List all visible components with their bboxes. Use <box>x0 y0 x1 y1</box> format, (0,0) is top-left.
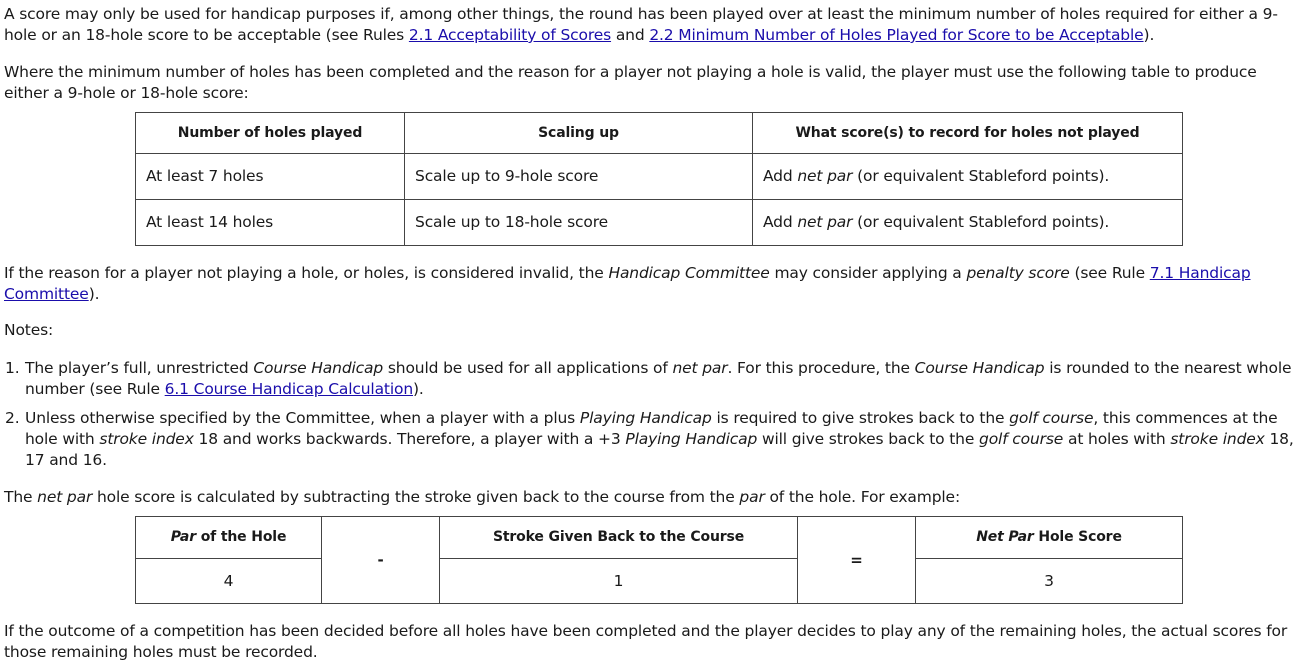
note-text: . For this procedure, the <box>727 359 915 377</box>
col-header-scaling <box>405 113 753 154</box>
cell-record-rest: (or equivalent Stableford points). <box>852 213 1110 231</box>
rule-6-1-link[interactable]: 6.1 Course Handicap Calculation <box>164 380 414 398</box>
note-text: will give strokes back to the <box>757 430 980 448</box>
table-header-row <box>136 113 1183 154</box>
para3-text: ). <box>88 285 100 303</box>
table-row <box>136 200 1183 246</box>
cell-record-net-par: net par <box>797 213 853 231</box>
col-header-par-em: Par <box>170 529 196 545</box>
col-header-par <box>136 517 322 559</box>
net-par-paragraph <box>4 487 1304 508</box>
notes-list <box>5 358 1305 471</box>
stroke-value: 1 <box>440 559 798 604</box>
note-text: is rounded to the nearest whole number (see Rule <box>25 359 1292 398</box>
note-text: The player’s full, unrestricted <box>25 359 254 377</box>
note-text: 18 and works backwards. Therefore, a player with a +3 <box>193 430 626 448</box>
col-header-net-par-rest: Hole Score <box>1033 529 1122 545</box>
col-header-stroke: Stroke Given Back to the Course <box>440 517 798 559</box>
list-item-number: 2. <box>5 409 20 427</box>
para4-text: of the hole. For example: <box>764 488 961 506</box>
para3-em: penalty score <box>966 264 1070 282</box>
list-item-number: 1. <box>5 359 20 377</box>
note-text: , this commences at the hole with <box>25 409 1278 448</box>
note-text: at holes with <box>1063 430 1171 448</box>
table-row <box>136 154 1183 200</box>
example-value-row <box>136 559 1183 604</box>
note-text: should be used for all applications of <box>383 359 673 377</box>
col-header-record <box>753 113 1183 154</box>
para4-em: par <box>739 488 765 506</box>
list-item <box>5 408 1305 471</box>
note-em: Playing Handicap <box>579 409 712 427</box>
scaling-table <box>135 112 1183 246</box>
note-em: stroke index <box>99 430 194 448</box>
col-header-scaling-label: Scaling up <box>538 124 619 141</box>
list-item <box>5 358 1305 400</box>
note-em: golf course <box>979 430 1064 448</box>
invalid-reason-paragraph <box>4 263 1304 305</box>
note-text: Unless otherwise specified by the Committee, when a player with a plus <box>25 409 580 427</box>
note-em: Course Handicap <box>914 359 1045 377</box>
par-value: 4 <box>136 559 322 604</box>
net-par-example-table <box>135 516 1183 604</box>
cell-record <box>753 154 1183 200</box>
col-header-net-par <box>916 517 1183 559</box>
intro-end: ). <box>1143 26 1155 44</box>
net-par-value: 3 <box>916 559 1183 604</box>
para3-text: may consider applying a <box>769 264 967 282</box>
rule-2-1-link[interactable]: 2.1 Acceptability of Scores <box>408 26 612 44</box>
cell-holes: At least 7 holes <box>136 154 405 200</box>
table-intro-paragraph: Where the minimum number of holes has been completed and the reason for a player not playing a hole is valid, the player must use the following table to produce either a 9-hole or 18-hole score: <box>4 63 1257 102</box>
cell-record-add: Add <box>763 213 798 231</box>
note-text: is required to give strokes back to the <box>711 409 1010 427</box>
para3-text: If the reason for a player not playing a hole, or holes, is considered invalid, the <box>4 264 609 282</box>
col-header-record-label: What score(s) to record for holes not played <box>795 124 1140 141</box>
note-em: net par <box>672 359 728 377</box>
cell-record-rest: (or equivalent Stableford points). <box>852 167 1110 185</box>
notes-label: Notes: <box>4 321 54 339</box>
minus-operator: - <box>322 517 440 604</box>
col-header-holes <box>136 113 405 154</box>
intro-paragraph <box>4 4 1304 46</box>
note-em: Course Handicap <box>253 359 384 377</box>
note-text: ). <box>413 380 424 398</box>
cell-scaling: Scale up to 18-hole score <box>405 200 753 246</box>
para4-text: hole score is calculated by subtracting the stroke given back to the course from the <box>92 488 740 506</box>
cell-record <box>753 200 1183 246</box>
rule-7-1-link[interactable]: 7.1 Handicap Committee <box>4 264 1251 303</box>
para4-em: net par <box>37 488 93 506</box>
note-text: 18, 17 and 16. <box>25 430 1294 469</box>
intro-text: A score may only be used for handicap purposes if, among other things, the round has been played over at least the minimum number of holes required for either a 9-hole or an 18-hole score to be acceptable (see Rules <box>4 5 1278 44</box>
note-em: stroke index <box>1170 430 1265 448</box>
col-header-net-par-em: Net Par <box>976 529 1034 545</box>
note-em: golf course <box>1009 409 1094 427</box>
note-em: Playing Handicap <box>625 430 758 448</box>
cell-record-net-par: net par <box>797 167 853 185</box>
intro-and: and <box>611 26 650 44</box>
cell-holes: At least 14 holes <box>136 200 405 246</box>
cell-scaling: Scale up to 9-hole score <box>405 154 753 200</box>
col-header-holes-label: Number of holes played <box>177 124 363 141</box>
cell-record-add: Add <box>763 167 798 185</box>
example-header-row <box>136 517 1183 559</box>
rule-2-2-link[interactable]: 2.2 Minimum Number of Holes Played for Score to be Acceptable <box>649 26 1144 44</box>
equals-operator: = <box>798 517 916 604</box>
col-header-par-rest: of the Hole <box>195 529 287 545</box>
para4-text: The <box>4 488 38 506</box>
para3-em: Handicap Committee <box>608 264 770 282</box>
para3-text: (see Rule <box>1069 264 1150 282</box>
closing-paragraph: If the outcome of a competition has been decided before all holes have been completed and the player decides to play any of the remaining holes, the actual scores for those remaining holes must be recorded. <box>4 622 1288 661</box>
